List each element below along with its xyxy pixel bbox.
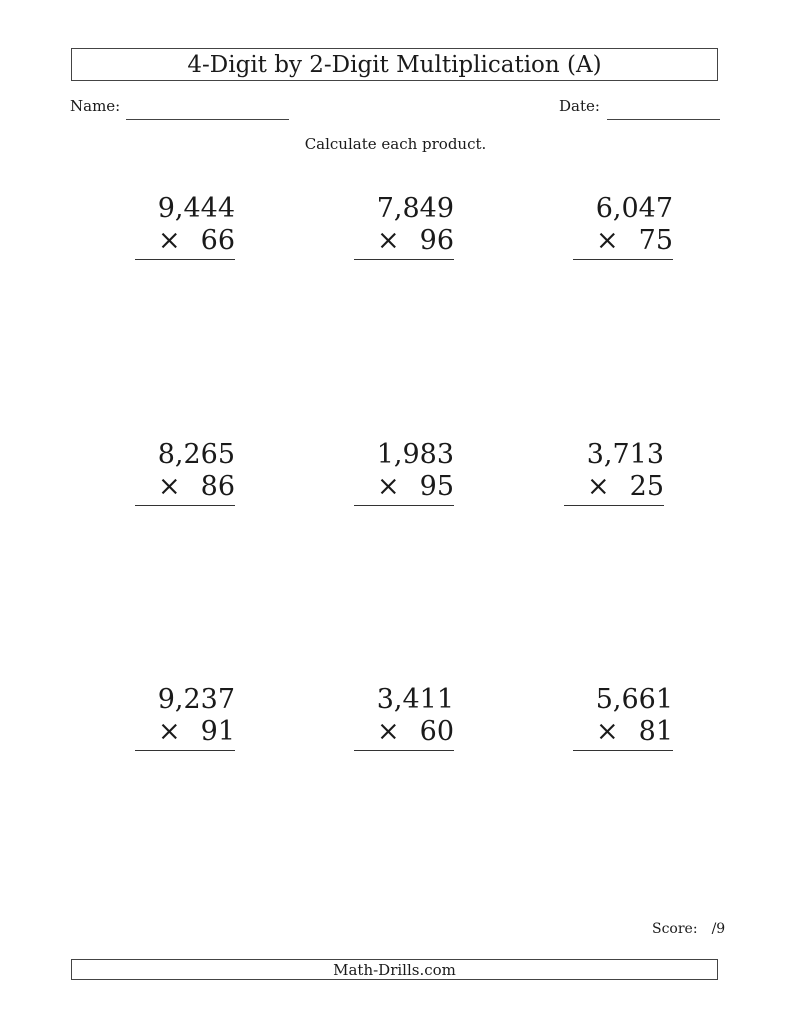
- multiplier: 86: [200, 471, 235, 502]
- times-sign: ×: [158, 225, 181, 256]
- answer-line: [573, 750, 673, 751]
- score-label: Score:: [652, 921, 698, 937]
- score-total: /9: [711, 921, 726, 937]
- answer-line: [573, 259, 673, 260]
- answer-line: [135, 505, 235, 506]
- name-field-line: [126, 119, 289, 120]
- multiplicand: 3,411: [376, 684, 454, 715]
- multiplier: 25: [629, 471, 664, 502]
- multiplicand: 9,444: [157, 193, 235, 224]
- multiplicand: 6,047: [595, 193, 673, 224]
- problem-2: [359, 193, 454, 260]
- problem-4: [140, 439, 235, 506]
- answer-line: [354, 505, 454, 506]
- problem-1: [140, 193, 235, 260]
- times-sign: ×: [377, 471, 400, 502]
- instructions: Calculate each product.: [304, 135, 487, 153]
- multiplier: 95: [419, 471, 454, 502]
- multiplier: 75: [638, 225, 673, 256]
- problem-6: [569, 439, 664, 506]
- times-sign: ×: [596, 716, 619, 747]
- times-sign: ×: [587, 471, 610, 502]
- multiplier: 60: [419, 716, 454, 747]
- times-sign: ×: [377, 225, 400, 256]
- problem-5: [359, 439, 454, 506]
- problem-8: [359, 684, 454, 751]
- problem-7: [140, 684, 235, 751]
- answer-line: [564, 505, 664, 506]
- footer-source: Math-Drills.com: [71, 959, 718, 980]
- multiplicand: 1,983: [376, 439, 454, 470]
- multiplier: 81: [638, 716, 673, 747]
- times-sign: ×: [158, 471, 181, 502]
- worksheet-title: 4-Digit by 2-Digit Multiplication (A): [71, 48, 718, 81]
- multiplier: 91: [200, 716, 235, 747]
- times-sign: ×: [377, 716, 400, 747]
- name-label: Name:: [70, 97, 121, 115]
- problem-3: [578, 193, 673, 260]
- multiplicand: 7,849: [376, 193, 454, 224]
- answer-line: [135, 750, 235, 751]
- answer-line: [354, 750, 454, 751]
- multiplicand: 9,237: [157, 684, 235, 715]
- multiplicand: 5,661: [595, 684, 673, 715]
- multiplicand: 8,265: [157, 439, 235, 470]
- answer-line: [354, 259, 454, 260]
- multiplicand: 3,713: [586, 439, 664, 470]
- multiplier: 66: [200, 225, 235, 256]
- date-label: Date:: [559, 97, 600, 115]
- times-sign: ×: [596, 225, 619, 256]
- problem-9: [578, 684, 673, 751]
- times-sign: ×: [158, 716, 181, 747]
- multiplier: 96: [419, 225, 454, 256]
- score: [652, 921, 725, 937]
- answer-line: [135, 259, 235, 260]
- date-field-line: [607, 119, 720, 120]
